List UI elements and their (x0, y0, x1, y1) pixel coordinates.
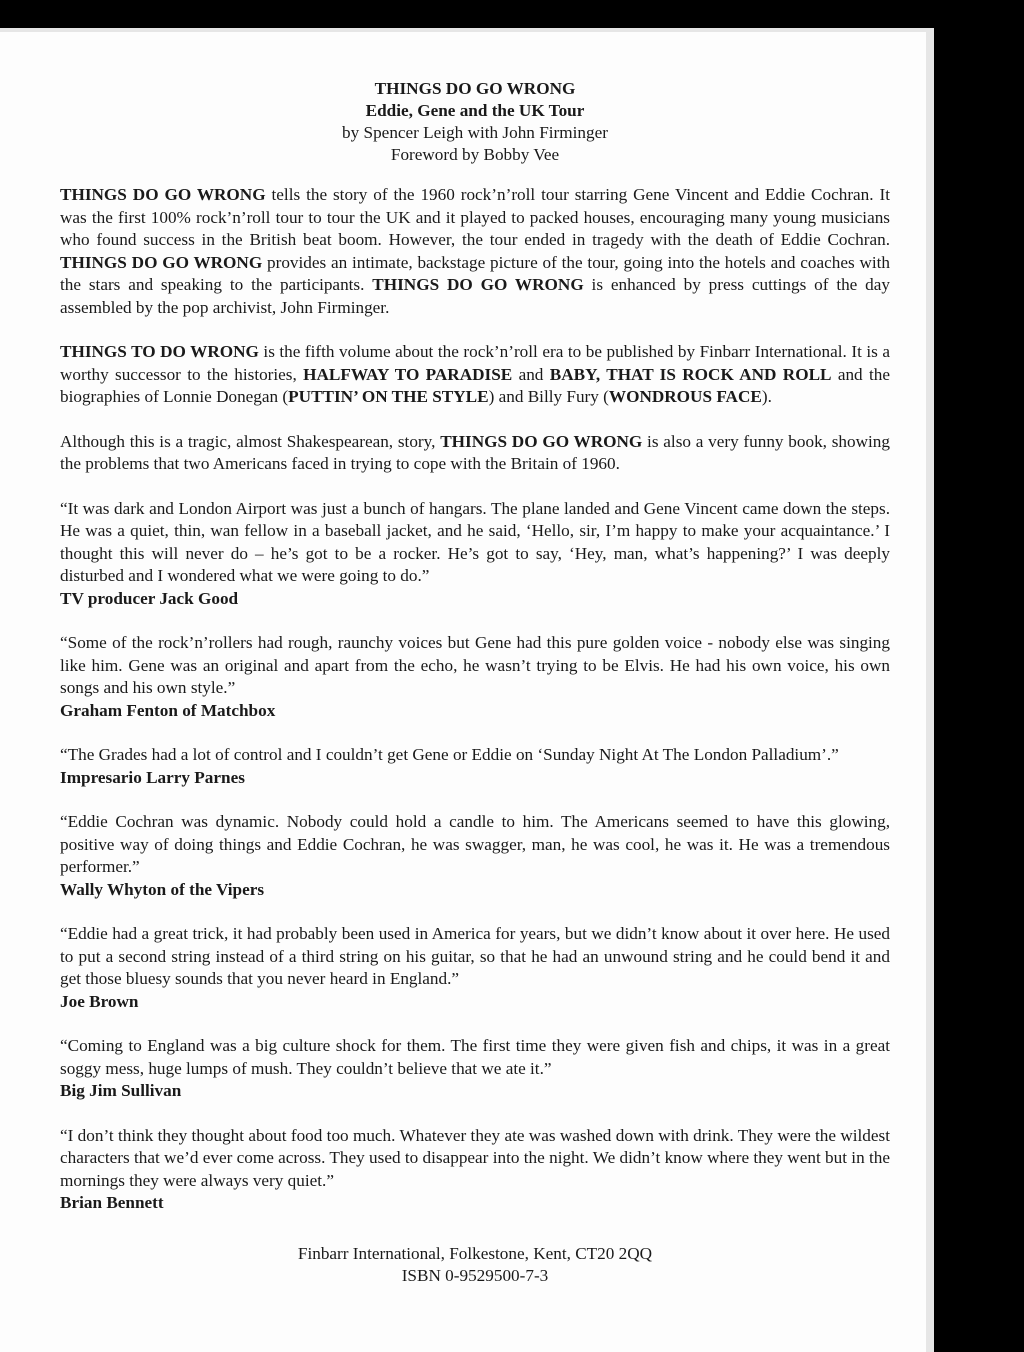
quote-attribution: Big Jim Sullivan (60, 1081, 182, 1100)
book-title-mention: HALFWAY TO PARADISE (303, 364, 513, 384)
isbn: ISBN 0-9529500-7-3 (401, 1265, 549, 1285)
cover-text (60, 78, 890, 1287)
quote-text: “I don’t think they thought about food too much. Whatever they ate was washed down with drink. They were the wildest characters that we’d ever come across. They used to disappear into the night. We didn’t know where they went but in the mornings they were always very quiet.” (60, 1125, 890, 1190)
book-title: THINGS DO GO WRONG (374, 79, 576, 98)
quote-text: “It was dark and London Airport was just a bunch of hangars. The plane landed and Gene Vincent came down the steps. He was a quiet, thin, wan fellow in a baseball jacket, and he said, ‘Hello, sir, I’m happy to make your acquaintance.’ I thought this will never do – he’s got to be a rocker. He’s got to say, ‘Hey, man, what’s happening?’ I was deeply disturbed and I wondered what we were going to do.” (60, 498, 890, 585)
quote-block (60, 632, 890, 722)
paragraph-text: and the biographies of Lonnie Donegan ( (60, 364, 890, 406)
book-title-mention: THINGS DO GO WRONG (372, 275, 584, 294)
foreword-credit: Foreword by Bobby Vee (390, 145, 560, 164)
description-paragraph-1 (60, 184, 890, 319)
quote-attribution: Graham Fenton of Matchbox (60, 700, 276, 720)
book-title-mention: PUTTIN’ ON THE STYLE (288, 387, 489, 406)
book-title-mention: THINGS DO GO WRONG (60, 252, 263, 272)
paragraph-text: ). (761, 387, 772, 406)
description-paragraph-2 (60, 341, 890, 409)
paragraph-text: tells the story of the 1960 rock’n’roll tour starring Gene Vincent and Eddie Cochran. It was the first 100% rock’n’roll tour to tour the UK and it played to packed houses, encouraging many young musicians who found success in the British beat boom. However, the tour ended in tragedy with the death of Eddie Cochran. (60, 185, 890, 249)
paragraph-text: is also a very funny book, showing the problems that two Americans faced in trying to cope with the Britain of 1960. (60, 431, 890, 473)
paragraph-text: ) and Billy Fury ( (488, 387, 609, 406)
book-title-mention: THINGS TO DO WRONG (60, 342, 259, 361)
quote-text: “The Grades had a lot of control and I couldn’t get Gene or Eddie on ‘Sunday Night At The London Palladium’.” (60, 745, 839, 764)
book-title-mention: THINGS DO GO WRONG (60, 185, 266, 204)
description-paragraph-3 (60, 431, 890, 476)
quote-block (60, 811, 890, 901)
quote-block (60, 498, 890, 611)
quote-attribution: Joe Brown (60, 991, 139, 1011)
quote-attribution: Impresario Larry Parnes (60, 767, 245, 787)
paragraph-text: provides an intimate, backstage picture of the tour, going into the hotels and coaches with the stars and speaking to the participants. (60, 252, 890, 294)
quote-block (60, 744, 890, 789)
quote-text: “Coming to England was a big culture shock for them. The first time they were given fish and chips, it was in a great soggy mess, huge lumps of mush. They couldn’t believe that we ate it.” (60, 1036, 890, 1078)
quote-block (60, 1125, 890, 1215)
paragraph-text: is the fifth volume about the rock’n’roll era to be published by Finbarr International. It is a worthy successor to the histories, (60, 342, 890, 384)
book-title-mention: WONDROUS FACE (608, 387, 762, 406)
paragraph-text: and (512, 364, 550, 384)
publisher-address: Finbarr International, Folkestone, Kent, CT20 2QQ (297, 1243, 653, 1263)
quote-text: “Some of the rock’n’rollers had rough, raunchy voices but Gene had this pure golden voice - nobody else was singing like him. Gene was an original and apart from the echo, he wasn’t trying to be Elvis. He had his own voice, his own songs and his own style.” (60, 633, 890, 697)
byline: by Spencer Leigh with John Firminger (342, 123, 608, 142)
book-subtitle: Eddie, Gene and the UK Tour (365, 101, 585, 120)
publisher-footer (60, 1243, 890, 1287)
quote-attribution: Brian Bennett (60, 1193, 164, 1212)
paragraph-text: is enhanced by press cuttings of the day assembled by the pop archivist, John Firminger. (60, 275, 890, 317)
quote-attribution: Wally Whyton of the Vipers (60, 879, 265, 899)
quote-attribution: TV producer Jack Good (60, 588, 239, 608)
book-title-mention: THINGS DO GO WRONG (440, 431, 643, 451)
quote-text: “Eddie had a great trick, it had probably been used in America for years, but we didn’t know about it over here. He used to put a second string instead of a third string on his guitar, so that he had an unwound string and he could bend it and get those bluesy sounds that you never heard in England.” (60, 924, 890, 988)
paragraph-text: Although this is a tragic, almost Shakespearean, story, (60, 431, 441, 451)
book-title-mention: BABY, THAT IS ROCK AND ROLL (549, 364, 832, 384)
quote-text: “Eddie Cochran was dynamic. Nobody could hold a candle to him. The Americans seemed to have this glowing, positive way of doing things and Eddie Cochran, he was swagger, man, he was cool, he was it. He was a tremendous performer.” (60, 812, 890, 876)
quote-block (60, 923, 890, 1013)
header (60, 78, 890, 166)
quote-block (60, 1035, 890, 1103)
